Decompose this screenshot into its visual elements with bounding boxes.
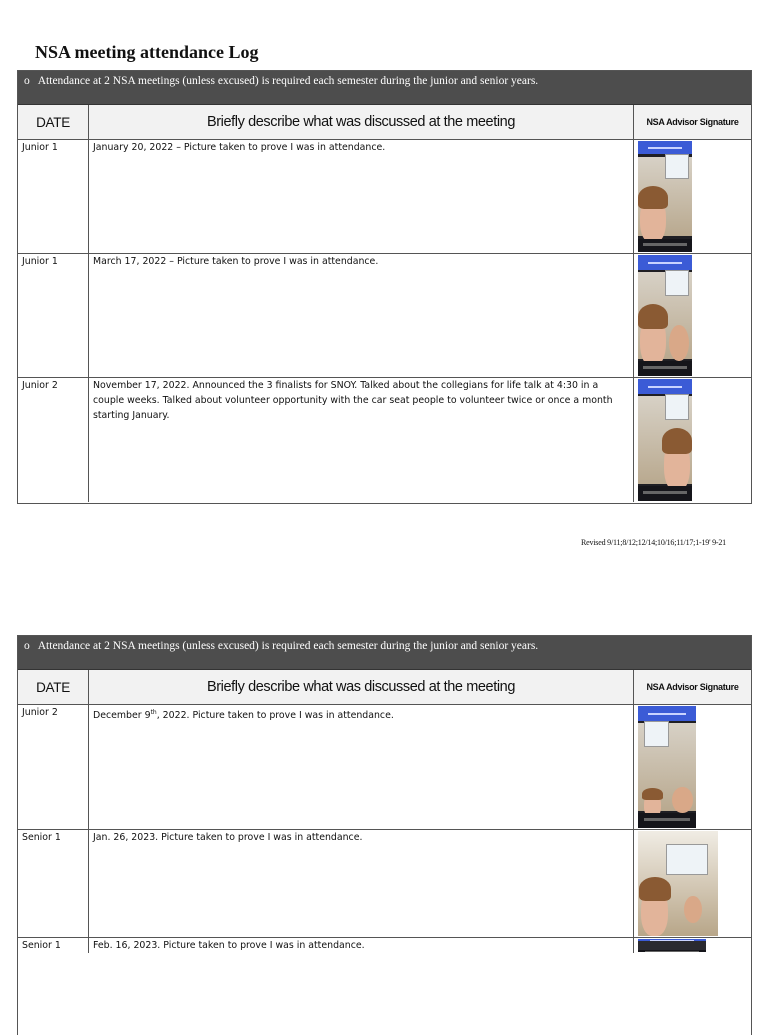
document-title: NSA meeting attendance Log <box>35 42 259 62</box>
attendance-photo <box>638 379 692 501</box>
signature-cell <box>634 938 751 953</box>
attendance-photo <box>638 831 718 936</box>
date-cell: Senior 1 <box>18 830 89 937</box>
table-row <box>18 139 751 253</box>
attendance-table-page-1 <box>17 70 752 504</box>
table-row <box>18 377 751 502</box>
bullet-icon: o <box>24 75 30 87</box>
description-header: Briefly describe what was discussed at the meeting <box>89 670 634 704</box>
description-cell: Jan. 26, 2023. Picture taken to prove I was in attendance. <box>89 830 634 937</box>
attendance-table-page-2 <box>17 635 752 1035</box>
table-row <box>18 253 751 377</box>
date-header: DATE <box>18 670 89 704</box>
date-cell: Junior 1 <box>18 140 89 253</box>
description-cell: December 9th, 2022. Picture taken to prove I was in attendance. <box>89 705 634 829</box>
signature-cell <box>634 830 751 937</box>
table-header-row <box>18 670 751 704</box>
date-cell: Junior 2 <box>18 705 89 829</box>
table-row <box>18 704 751 829</box>
requirement-banner <box>18 636 751 670</box>
table-header-row <box>18 105 751 139</box>
signature-header: NSA Advisor Signature <box>646 117 739 127</box>
signature-cell <box>634 378 751 502</box>
date-cell: Junior 1 <box>18 254 89 377</box>
date-cell: Senior 1 <box>18 938 89 953</box>
attendance-photo <box>638 706 696 828</box>
bullet-icon: o <box>24 640 30 652</box>
description-cell: November 17, 2022. Announced the 3 finalists for SNOY. Talked about the collegians for life talk at 4:30 in a couple weeks. Talked about volunteer opportunity with the car seat people to volunteer twice or once a month starting January. <box>89 378 634 502</box>
description-cell: January 20, 2022 – Picture taken to prove I was in attendance. <box>89 140 634 253</box>
attendance-photo <box>638 939 706 952</box>
table-row <box>18 829 751 937</box>
description-cell: Feb. 16, 2023. Picture taken to prove I was in attendance. <box>89 938 634 953</box>
description-cell: March 17, 2022 – Picture taken to prove I was in attendance. <box>89 254 634 377</box>
attendance-photo <box>638 255 692 376</box>
requirement-text: Attendance at 2 NSA meetings (unless excused) is required each semester during the junior and senior years. <box>37 640 539 652</box>
requirement-text: Attendance at 2 NSA meetings (unless excused) is required each semester during the junior and senior years. <box>37 75 539 87</box>
signature-cell <box>634 140 751 253</box>
attendance-photo <box>638 141 692 252</box>
table-row <box>18 937 751 953</box>
date-header: DATE <box>18 105 89 139</box>
signature-cell <box>634 705 751 829</box>
requirement-banner <box>18 71 751 105</box>
signature-cell <box>634 254 751 377</box>
date-cell: Junior 2 <box>18 378 89 502</box>
signature-header: NSA Advisor Signature <box>646 682 739 692</box>
revision-note: Revised 9/11;8/12;12/14;10/16;11/17;1-19' 9-21 <box>581 538 726 547</box>
description-header: Briefly describe what was discussed at the meeting <box>89 105 634 139</box>
